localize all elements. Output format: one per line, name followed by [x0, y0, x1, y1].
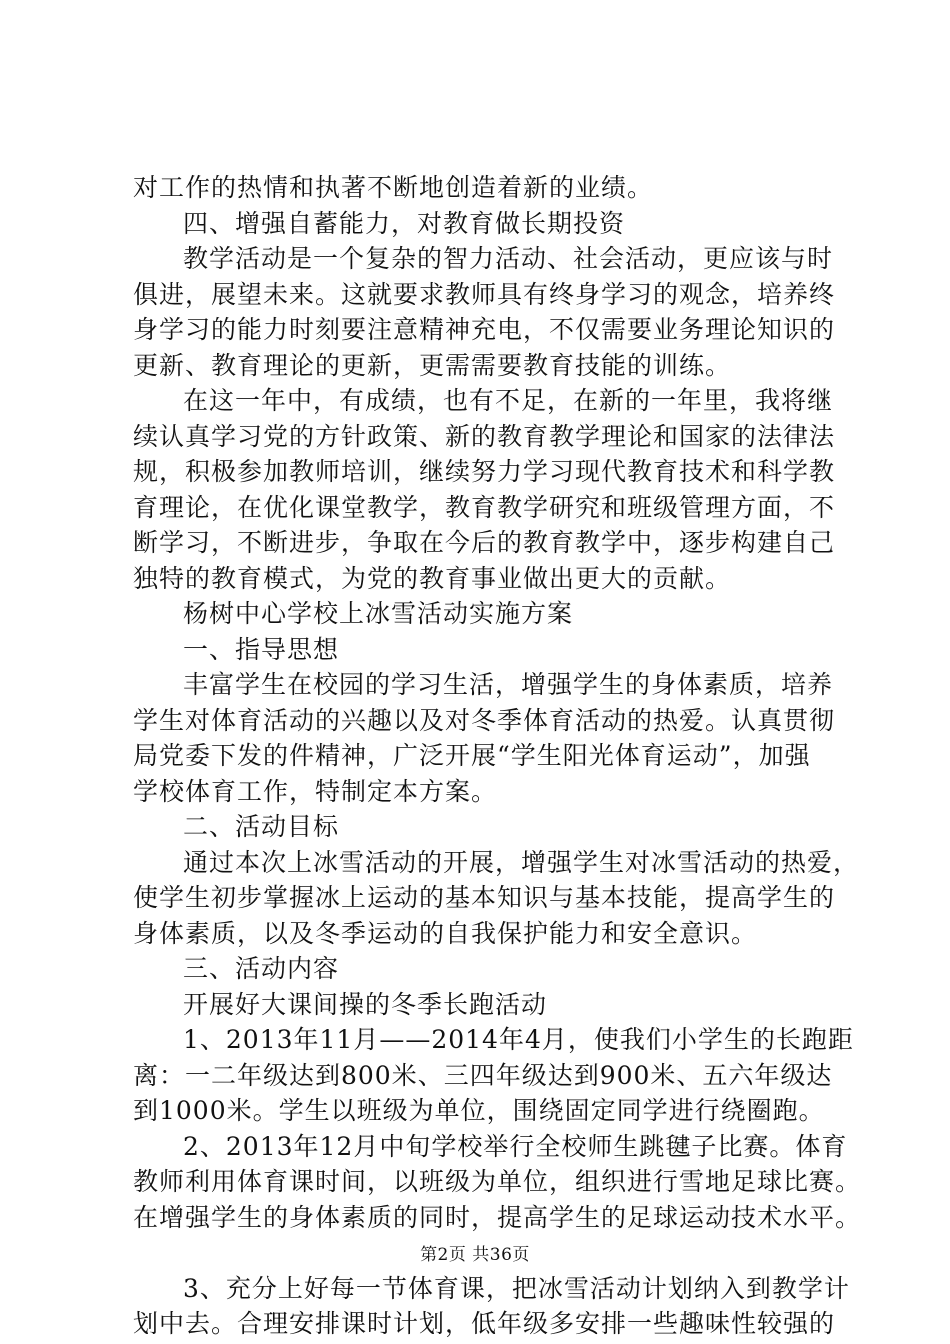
text-line: 学校体育工作，特制定本方案。 [133, 776, 498, 806]
text-line: 独特的教育模式，为党的教育事业做出更大的贡献。 [133, 563, 732, 593]
text-line: 离：一二年级达到800米、三四年级达到900米、五六年级达 [133, 1060, 833, 1090]
text-line: 局党委下发的件精神，广泛开展“学生阳光体育运动”，加强 [133, 741, 811, 770]
page-number-footer: 第2页 共36页 [420, 1245, 530, 1265]
section-heading: 四、增强自蓄能力，对教育做长期投资 [183, 208, 626, 238]
text-line: 丰富学生在校园的学习生活，增强学生的身体素质，培养 [183, 670, 834, 699]
text-line: 开展好大课间操的冬季长跑活动 [183, 989, 548, 1019]
text-line: 教学活动是一个复杂的智力活动、社会活动，更应该与时 [183, 244, 834, 273]
text-line: 规，积极参加教师培训，继续努力学习现代教育技术和科学教 [133, 457, 836, 486]
text-line: 对工作的热情和执著不断地创造着新的业绩。 [133, 173, 654, 202]
text-line: 通过本次上冰雪活动的开展，增强学生对冰雪活动的热爱， [183, 847, 860, 877]
text-line: 3、充分上好每一节体育课，把冰雪活动计划纳入到教学计 [183, 1273, 850, 1303]
text-line: 使学生初步掌握冰上运动的基本知识与基本技能，提高学生的 [133, 883, 836, 912]
document-body [133, 170, 862, 1342]
text-line: 育理论，在优化课堂教学，教育教学研究和班级管理方面，不 [133, 492, 836, 522]
document-title: 杨树中心学校上冰雪活动实施方案 [183, 599, 574, 628]
text-line: 身体素质，以及冬季运动的自我保护能力和安全意识。 [133, 918, 758, 948]
text-line: 到1000米。学生以班级为单位，围绕固定同学进行绕圈跑。 [133, 1096, 825, 1125]
text-line: 更新、教育理论的更新，更需需要教育技能的训练。 [133, 350, 732, 380]
section-heading: 一、指导思想 [183, 634, 340, 664]
text-line: 身学习的能力时刻要注意精神充电，不仅需要业务理论知识的 [133, 315, 836, 344]
text-line: 在增强学生的身体素质的同时，提高学生的足球运动技术水平。 [133, 1202, 862, 1232]
text-line: 2、2013年12月中旬学校举行全校师生跳毽子比赛。体育 [183, 1131, 848, 1161]
text-line: 1、2013年11月——2014年4月，使我们小学生的长跑距 [183, 1025, 854, 1054]
section-heading: 三、活动内容 [183, 954, 340, 983]
text-line: 续认真学习党的方针政策、新的教育教学理论和国家的法律法 [133, 421, 836, 451]
text-line: 划中去。合理安排课时计划，低年级多安排一些趣味性较强的 [133, 1309, 836, 1338]
text-line: 教师利用体育课时间，以班级为单位，组织进行雪地足球比赛。 [133, 1167, 862, 1196]
text-line: 学生对体育活动的兴趣以及对冬季体育活动的热爱。认真贯彻 [133, 705, 836, 735]
text-line: 俱进，展望未来。这就要求教师具有终身学习的观念，培养终 [133, 279, 836, 309]
section-heading: 二、活动目标 [183, 812, 340, 841]
text-line: 在这一年中，有成绩，也有不足，在新的一年里，我将继 [183, 386, 834, 415]
text-line: 断学习，不断进步，争取在今后的教育教学中，逐步构建自己 [133, 528, 836, 557]
